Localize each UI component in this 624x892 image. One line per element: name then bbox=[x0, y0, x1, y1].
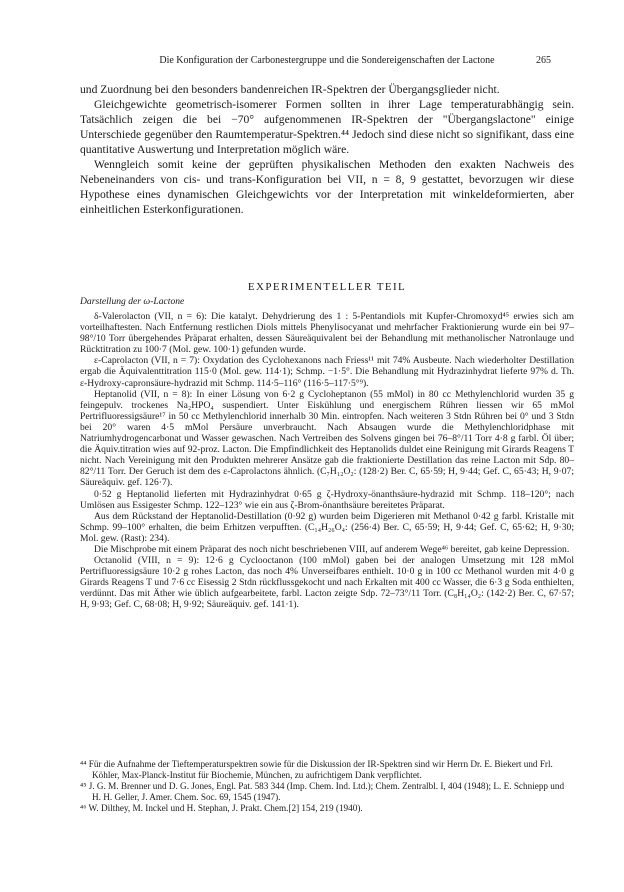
body-text bbox=[80, 82, 574, 217]
paragraph: Gleichgewichte geometrisch-isomerer Formen sollten in ihrer Lage temperaturabhängig sein. Tatsächlich zeigen die bei −70° aufgenommenen IR-Spektren der "Übergangslactone" einige Unterschiede gegenüber den Raumtemperatur-Spektren.⁴⁴ Jedoch sind diese nicht so signifikant, dass eine quantitative Auswertung und Interpretation möglich wäre. bbox=[80, 98, 574, 156]
experimental-paragraph: Aus dem Rückstand der Heptanolid-Destillation (0·92 g) wurden beim Digerieren mit Methanol 0·42 g farbl. Kristalle mit Schmp. 99–100° erhalten, die beim Erhitzen verpufften. (C₁₄H₂₆O₄: (256·4) Ber. C, 65·59; H, 9·44; Gef. C, 65·62; H, 9·30; Mol. gew. (Rast): 234). bbox=[80, 510, 574, 544]
page-number: 265 bbox=[536, 55, 551, 66]
footnote: ⁴⁶ W. Dilthey, M. Inckel und H. Stephan, J. Prakt. Chem.[2] 154, 219 (1940). bbox=[80, 803, 363, 813]
experimental-paragraph: Octanolid (VIII, n = 9): 12·6 g Cyclooctanon (100 mMol) gaben bei der analogen Umsetzung mit 128 mMol Pertrifluoressigsäure 10·2 g rohes Lacton, das noch 4% Unverseifbares enthielt. 10·0 g in 100 cc Methanol wurden mit 4·0 g Girards Reagens T und 7·6 cc Eisessig 2 Stdn rückflussgekocht und nach Erkalten mit 400 cc Wasser, die 6·3 g Soda enthielten, verdünnt. Das mit Äther wie üblich aufgearbeitete, farbl. Lacton zeigte Sdp. 72–73°/11 Torr. (C₈H₁₄O₂: (142·2) Ber. C, 67·57; H, 9·93; Gef. C, 68·08; H, 9·92; Säureäquiv. gef. 141·1). bbox=[80, 555, 574, 611]
subsection-heading: Darstellung der ω-Lactone bbox=[80, 296, 185, 307]
experimental-paragraph: ε-Caprolacton (VII, n = 7): Oxydation des Cyclohexanons nach Friess¹¹ mit 74% Ausbeute. Nach wiederholter Destillation ergab die Äquivalenttitration 115·0 (Mol. gew. 114·1); Schmp. −1·5°. Die Behandlung mit Hydrazinhydrat lieferte 97% d. Th. ε-Hydroxy-capronsäure-hydrazid mit Schmp. 114·5–116° (116·5–117·5°⁹). bbox=[80, 355, 574, 389]
paragraph: und Zuordnung bei den besonders bandenreichen IR-Spektren der Übergangsglieder nicht. bbox=[80, 83, 500, 96]
experimental-section bbox=[80, 311, 574, 611]
experimental-paragraph: δ-Valerolacton (VII, n = 6): Die katalyt. Dehydrierung des 1 : 5-Pentandiols mit Kupfer-Chromoxyd⁴⁵ erwies sich am vorteilhaftesten. Nach Entfernung restlichen Diols mittels Phenylisocyanat und mehrfacher Fraktionierung wurde ein bei 97–98°/10 Torr übergehendes Präparat erhalten, dessen Säureäquivalent bei der Behandlung mit methanolischer Natronlauge und Rücktitration zu 100·7 (Mol. gew. 100·1) gefunden wurde. bbox=[80, 311, 574, 356]
footnote: ⁴⁵ J. G. M. Brenner und D. G. Jones, Engl. Pat. 583 344 (Imp. Chem. Ind. Ltd.); Chem. Zentralbl. I, 404 (1948); L. E. Schniepp und H. H. Geller, J. Amer. Chem. Soc. 69, 1545 (1947). bbox=[80, 781, 565, 802]
section-heading: EXPERIMENTELLER TEIL bbox=[247, 281, 407, 293]
footnotes bbox=[80, 759, 574, 814]
paragraph: Wenngleich somit keine der geprüften physikalischen Methoden den exakten Nachweis des Nebeneinanders von cis- und trans-Konfiguration bei VII, n = 8, 9 gestattet, bevorzugen wir diese Hypothese eines dynamischen Gleichgewichts vor der Interpretation mit winkeldeformierten, aber einheitlichen Esterkonfigurationen. bbox=[80, 158, 574, 216]
footnote: ⁴⁴ Für die Aufnahme der Tieftemperaturspektren sowie für die Diskussion der IR-Spektren sind wir Herrn Dr. E. Biekert und Frl. Köhler, Max-Planck-Institut für Biochemie, München, zu aufrichtigem Dank verpflichtet. bbox=[80, 759, 553, 780]
experimental-paragraph: 0·52 g Heptanolid lieferten mit Hydrazinhydrat 0·65 g ζ-Hydroxy-önanthsäure-hydrazid mit Schmp. 118–120°; nach Umlösen aus Essigester Schmp. 122–123° wie ein aus ζ-Brom-önanthsäure bereitetes Präparat. bbox=[80, 488, 574, 511]
running-header-title: Die Konfiguration der Carbonestergruppe und die Sondereigenschaften der Lactone bbox=[159, 55, 495, 66]
experimental-paragraph: Die Mischprobe mit einem Präparat des noch nicht beschriebenen VIII, auf anderem Wege⁴⁶ bereitet, gab keine Depression. bbox=[94, 543, 570, 555]
experimental-paragraph: Heptanolid (VII, n = 8): In einer Lösung von 6·2 g Cycloheptanon (55 mMol) in 80 cc Methylenchlorid wurden 35 g feingepulv. trockenes Na₂HPO₄ suspendiert. Unter Eiskühlung und energischem Rühren liessen wir 65 mMol Pertrifluoressigsäure¹⁷ in 50 cc Methylenchlorid innerhalb 30 Min. eintropfen. Nach weiteren 3 Stdn Rühren bei 0° und 3 Stdn bei 20° waren 4·5 mMol Persäure unverbraucht. Nach Absaugen wurde die Methylenchloridphase mit Natriumhydrogencarbonat und Wasser gewaschen. Nach Vertreiben des Solvens gingen bei 76–8°/11 Torr 4·8 g farbl. Öl über; die Äquiv.titration wies auf 92-proz. Lacton. Die Empfindlichkeit des Heptanolids duldet eine Reinigung mit Girards Reagens T nicht. Nach Vereinigung mit den Produkten mehrerer Ansätze gab die fraktionierte Destillation das reine Lacton mit Sdp. 80–82°/11 Torr. Der Geruch ist dem des ε-Caprolactons ähnlich. (C₇H₁₂O₂: (128·2) Ber. C, 65·59; H, 9·44; Gef. C, 65·43; H, 9·07; Säureäquiv. gef. 126·7). bbox=[80, 388, 574, 489]
